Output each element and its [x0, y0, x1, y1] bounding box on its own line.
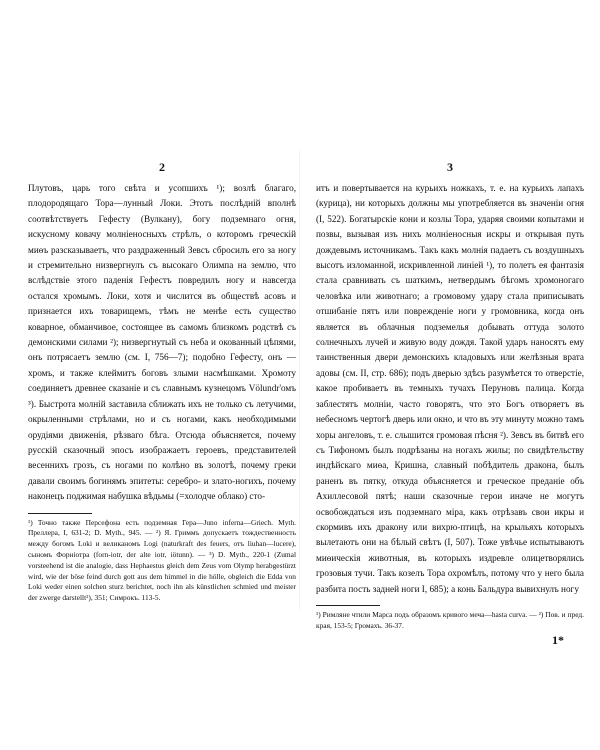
right-footnote-rule	[316, 605, 380, 606]
left-page	[28, 160, 296, 604]
page-gutter	[299, 150, 300, 610]
left-page-number: 2	[159, 160, 165, 174]
right-page	[316, 160, 584, 647]
right-page-body: итъ и повертывается на курьихъ ножкахъ, т. е. на курьихъ лапахъ (курица), ни которыхъ должны мы употребляется въ значеніи огня (I, 522). Богатырскіе кони и козлы Тора, ударяя своими копытами и позвы, вызывая изъ нихъ молніеносныя искры и открывая путь дождевымъ источникамъ. Такъ какъ молнія падаетъ съ воздушныхъ высотъ изломанной, искривленной линіей ¹), то полетъ ея фантазія стала сравнивать съ шаткимъ, нетвердымъ бѣгомъ хромоногаго человѣка или животнаго; а громовому удару стала приписывать отшибаніе пятъ или поврежденіе ноги у громовника, когда онъ является въ облачныя подземелья добывать оттуда золото солнечныхъ лучей и живую воду дождя. Такой ударъ наносятъ ему таинственныя двери демонскихъ кладовыхъ или желѣзныя врата адовы (см. II, стр. 686); подъ дверью здѣсь разумѣется то отверстіе, какое пробиваетъ въ темныхъ тучахъ Перуновъ палица. Когда заблестятъ молніи, часто говорятъ, что это Богъ отворяетъ въ небесномъ чертогѣ дверь или окно, и что въ эту минуту можно тамъ хоры ангеловъ, т. е. слышится громовая пѣсня ²). Зевсъ въ битвѣ его съ Тифономъ былъ подрѣзаны на ногахъ жилы; по свидѣтельству индѣйскаго миѳа, Кришна, славный побѣдитель дракона, былъ раненъ въ пятку, откуда объясняется и греческое преданіе объ Ахиллесовой пятѣ; наши сказочные герои иначе не могутъ освобождаться изъ подземнаго міра, какъ отрѣзавъ свои икры и скормивъ ихъ дракону или вихрю-птицѣ, на крыльяхъ которыхъ вылетаютъ они на бѣлый свѣтъ (I, 507). Тоже увѣчье испытываютъ миѳическія животныя, въ которыхъ издревле олицетворялись грозовыя тучи. Такъ козелъ Тора охромѣлъ, потому что у него была разбита пость задней ноги I, 685); а конь Бальдура вывихнулъ ногу	[316, 183, 584, 594]
left-page-body: Плутовъ, царь того свѣта и усопшихъ ¹); возлѣ благаго, плодородящаго Тора—лунный Локи. Этотъ послѣдній вполнѣ соотвѣтствуетъ Гефесту (Вулкану), богу подземнаго огня, искусному ковачу молніеносныхъ стрѣлъ, о которомъ греческій миѳъ разсказываетъ, что раздраженный Зевсъ сбросилъ его за ногу и стремительно низвергнулъ съ высокаго Олимпа на землю, что вслѣдствіе этого паденія Гефестъ повредилъ ногу и навсегда остался хромымъ. Локи, хотя и числится въ обществѣ асовъ и признается ихъ товарищемъ, тѣмъ не менѣе есть существо коварное, обманчивое, состоящее въ самомъ близкомъ родствѣ съ демонскими силами ²); низвергнутый съ неба и окованный цѣпями, онъ потрясаетъ землю (см. I, 756—7); подобно Гефесту, онъ — хромъ, и также клеймитъ боговъ злыми насмѣшками. Хромоту соединяетъ древнее сказаніе и съ славнымъ кузнецомъ Völundr'омъ ³). Быстрота молній заставила сближать ихъ не только съ летучими, окрыленными стрѣлами, но и съ ногами, какъ необходимыми орудіями движенія, рѣзваго бѣга. Отсюда объясняется, почему русскій сказочный эпосъ изображаетъ героевъ, представителей весеннихъ грозъ, съ ногами по колѣно въ золотѣ, почему греки давали своимъ богинямъ эпитеты: серебро- и злато-ногихъ, почему наконецъ поджимая набушка вѣдьмы (=холодче облако) сто-	[28, 183, 296, 502]
left-footnote-rule	[28, 513, 92, 514]
signature-mark: 1*	[552, 632, 564, 647]
right-page-number: 3	[447, 160, 453, 174]
right-page-footnotes: ¹) Римляне чтили Марса подъ образомъ кривого меча—hasta curva. — ²) Пов. и пред. края, 153-5; Громахъ. 36-37.	[316, 609, 584, 630]
left-page-footnotes: ¹) Точно также Персефона есть подземная Гера—Juno inferna—Griech. Myth. Преллера, I, 631-2; D. Myth., 945. — ²) Я. Гриммъ допускаетъ тождественность между богомъ Loki и великаномъ Logi (naturkraft des feuers, отъ liuhan—lucere), сыномъ Форніотра (forn-iotr, der alte iotr, iötunn). — ³) D. Myth., 220-1 (Zumal vorsteehend ist die analogie, dass Hephaestus gleich dem Zeus vom Olymp herabgestürzt wird, wie der böse feind durch gott aus dem himmel in die hölle, obgleich die Edda von Loki weder einen solchen sturz berichtet, noch ihn als künstlichen schmied und meister der zwerge darstellt²), 351; Симрокъ. 113-5.	[28, 517, 296, 603]
